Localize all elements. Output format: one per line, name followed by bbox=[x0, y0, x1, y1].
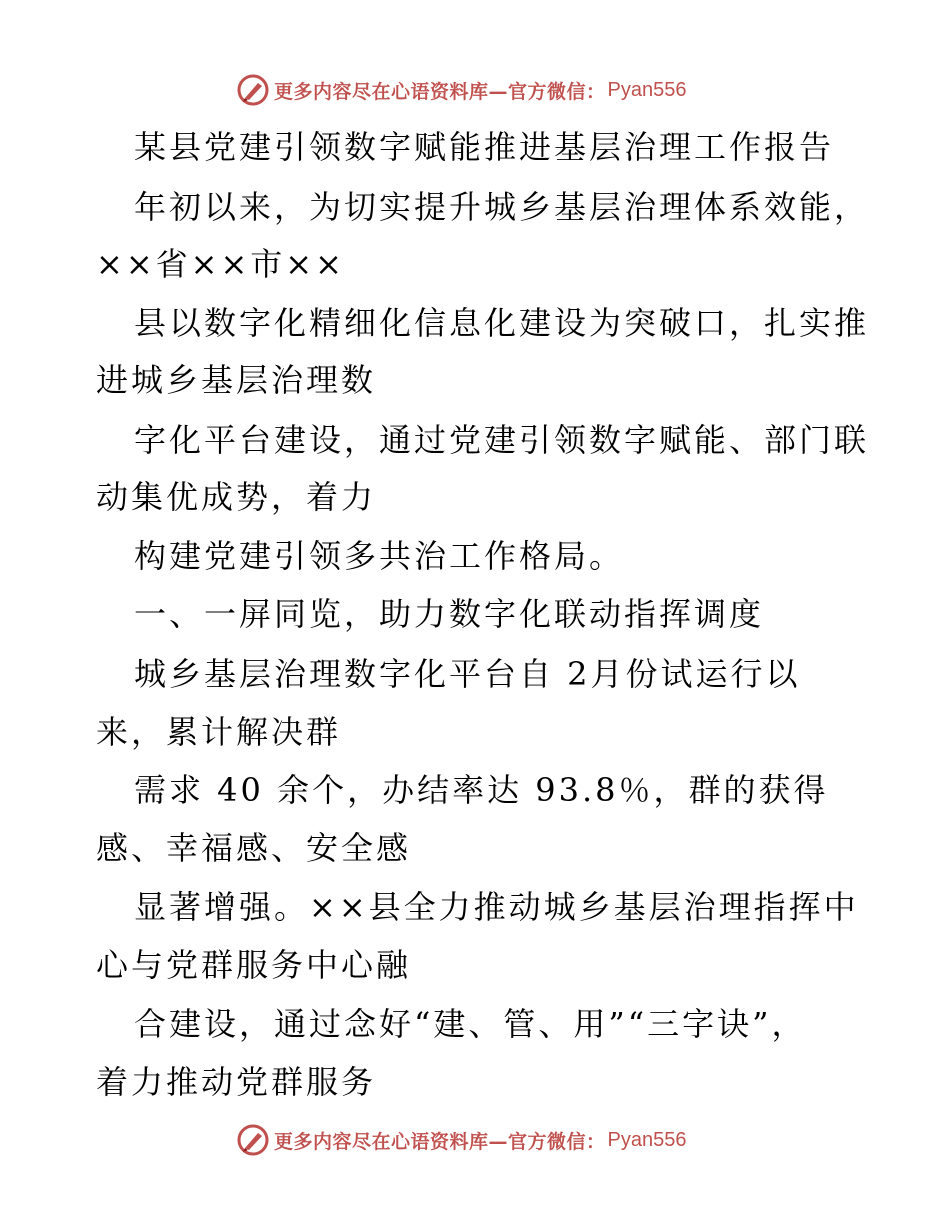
text-line: 城乡基层治理数字化平台自 2月份试运行以 bbox=[134, 655, 801, 693]
text-line: 动集优成势，着力 bbox=[96, 478, 377, 516]
text-line: 需求 40 余个，办结率达 93.8％，群的获得 bbox=[134, 771, 829, 809]
text-line: 合建设，通过念好“建、管、用”“三字诀”， bbox=[134, 1005, 807, 1043]
text-line: 感、幸福感、安全感 bbox=[96, 829, 412, 867]
text-line: 县以数字化精细化信息化建设为突破口，扎实推 bbox=[134, 304, 870, 342]
text-line: 构建党建引领多共治工作格局。 bbox=[134, 537, 625, 575]
footer-watermark-banner bbox=[236, 1122, 686, 1158]
header-watermark-text: 更多内容尽在心语资料库—官方微信： bbox=[274, 80, 606, 103]
footer-watermark-text: 更多内容尽在心语资料库—官方微信： bbox=[274, 1130, 606, 1153]
text-line: 来，累计解决群 bbox=[96, 713, 342, 751]
text-line: 字化平台建设，通过党建引领数字赋能、部门联 bbox=[134, 421, 870, 459]
document-title: 某县党建引领数字赋能推进基层治理工作报告 bbox=[134, 128, 835, 166]
text-line: ××省××市×× bbox=[96, 245, 345, 283]
footer-watermark-id: Pyan556 bbox=[607, 1128, 687, 1151]
text-line: 显著增强。××县全力推动城乡基层治理指挥中 bbox=[134, 888, 859, 926]
text-line: 着力推动党群服务 bbox=[96, 1063, 377, 1101]
pen-logo-icon bbox=[236, 1123, 270, 1157]
section-heading: 一、一屏同览，助力数字化联动指挥调度 bbox=[134, 595, 765, 633]
header-watermark-banner bbox=[236, 72, 686, 108]
pen-logo-icon bbox=[236, 73, 270, 107]
text-line: 进城乡基层治理数 bbox=[96, 361, 377, 399]
header-watermark-id: Pyan556 bbox=[607, 78, 687, 101]
text-line: 年初以来，为切实提升城乡基层治理体系效能， bbox=[134, 188, 870, 226]
text-line: 心与党群服务中心融 bbox=[96, 946, 412, 984]
